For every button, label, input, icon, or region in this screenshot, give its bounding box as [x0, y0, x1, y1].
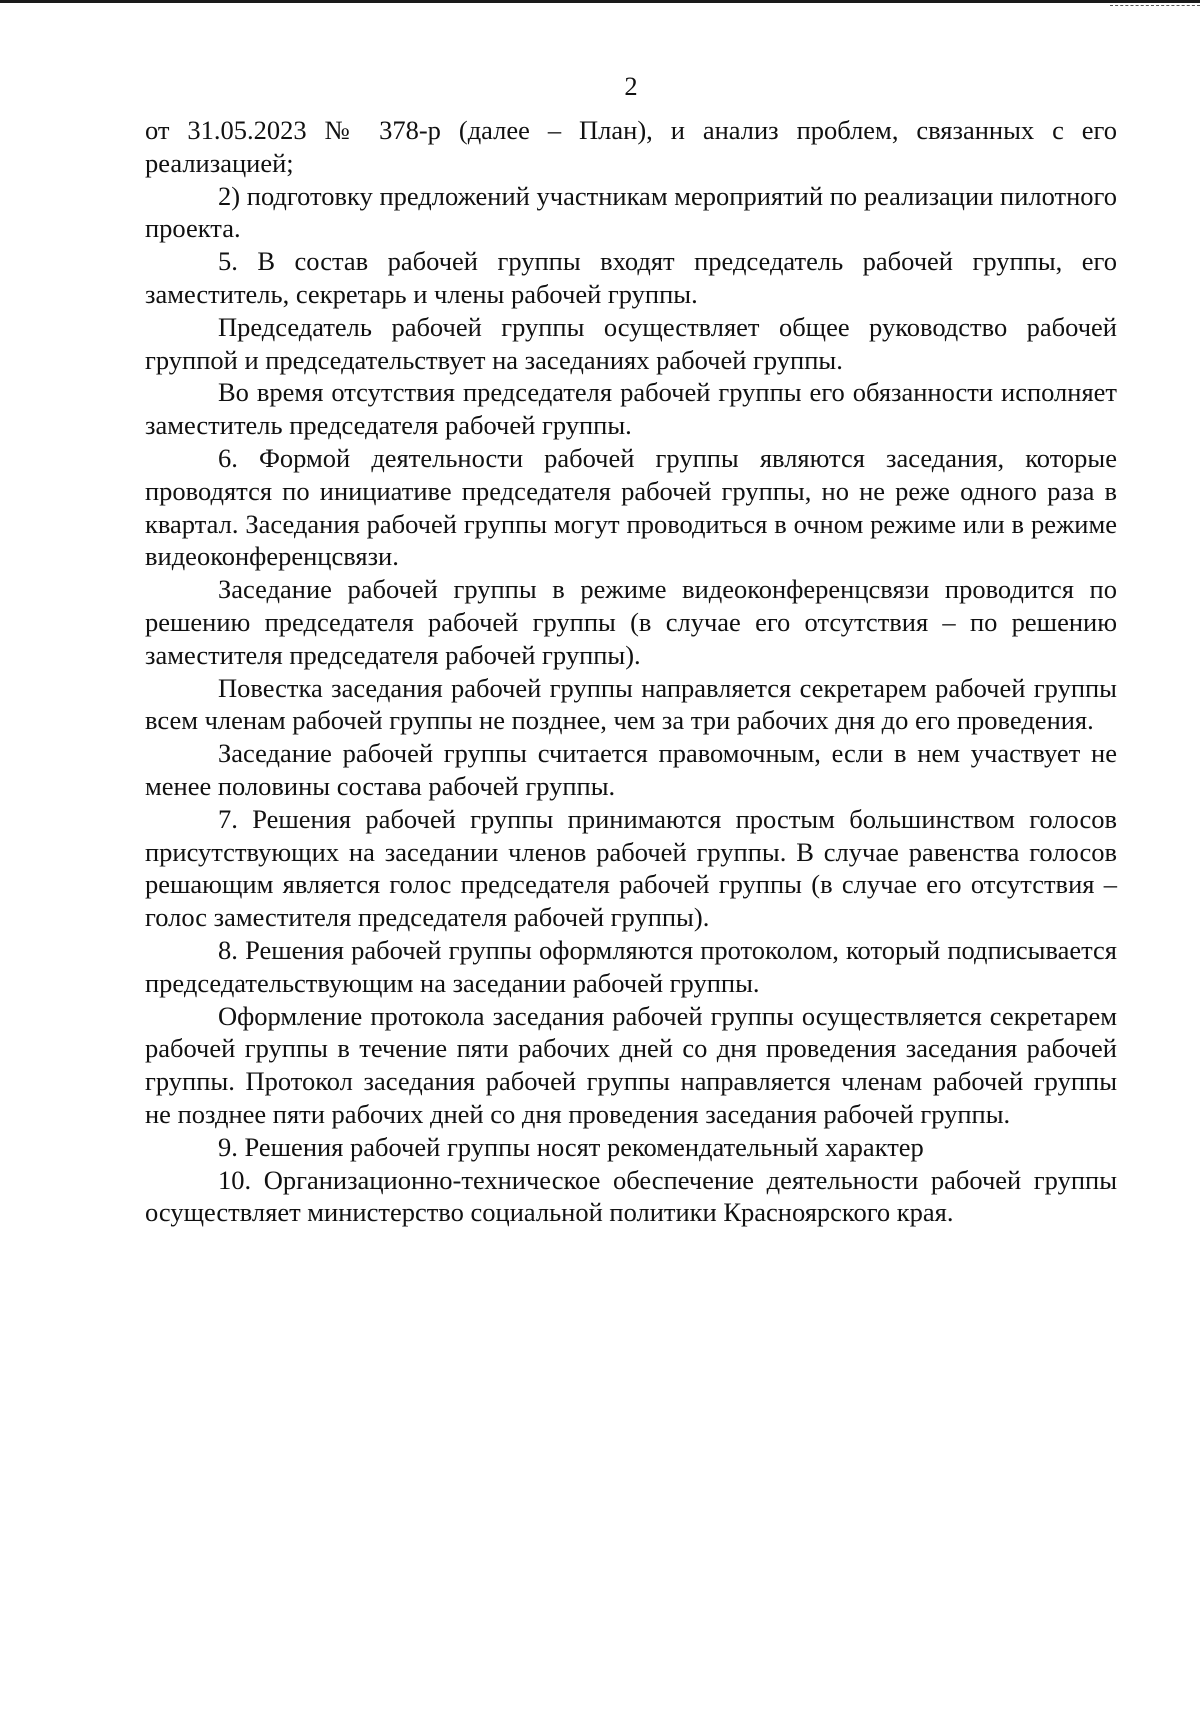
paragraph-chairman-duties: Председатель рабочей группы осуществляет общее руководство рабочей группой и председательствует на заседаниях рабочей группы. [145, 311, 1117, 375]
paragraph-item-7-decisions: 7. Решения рабочей группы принимаются простым большинством голосов присутствующих на заседании членов рабочей группы. В случае равенства голосов решающим является голос председателя рабочей группы (в случае его отсутствия – голос заместителя председателя рабочей группы). [145, 803, 1117, 933]
paragraph-item-9-recommendations: 9. Решения рабочей группы носят рекомендательный характер [218, 1131, 924, 1162]
paragraph-videoconference: Заседание рабочей группы в режиме видеоконференцсвязи проводится по решению председателя рабочей группы (в случае его отсутствия – по решению заместителя председателя рабочей группы). [145, 574, 1117, 670]
scan-edge-line [0, 0, 1200, 3]
paragraph-item-8-protocol: 8. Решения рабочей группы оформляются протоколом, который подписывается председательствующим на заседании рабочей группы. [145, 934, 1117, 998]
page-number: 2 [624, 71, 638, 101]
paragraph-plan-reference: от 31.05.2023 № 378-р (далее – План), и анализ проблем, связанных с его реализацией; [145, 115, 1117, 178]
paragraph-item-6-meetings: 6. Формой деятельности рабочей группы являются заседания, которые проводятся по инициативе председателя рабочей группы, но не реже одного раза в квартал. Заседания рабочей группы могут проводиться в очном режиме или в режиме видеоконференцсвязи. [145, 442, 1117, 572]
scan-edge-mark [1110, 0, 1200, 6]
paragraph-item-10-support: 10. Организационно-техническое обеспечение деятельности рабочей группы осуществляет министерство социальной политики Красноярского края. [145, 1164, 1117, 1228]
paragraph-item-2-proposals: 2) подготовку предложений участникам мероприятий по реализации пилотного проекта. [145, 180, 1117, 244]
paragraph-chairman-absence: Во время отсутствия председателя рабочей группы его обязанности исполняет заместитель председателя рабочей группы. [145, 377, 1117, 441]
paragraph-agenda: Повестка заседания рабочей группы направляется секретарем рабочей группы всем членам рабочей группы не позднее, чем за три рабочих дня до его проведения. [145, 672, 1117, 736]
paragraph-item-5-composition: 5. В состав рабочей группы входят председатель рабочей группы, его заместитель, секретарь и члены рабочей группы. [145, 246, 1117, 309]
document-page [145, 70, 1117, 1229]
paragraph-quorum: Заседание рабочей группы считается правомочным, если в нем участвует не менее половины состава рабочей группы. [145, 738, 1117, 801]
paragraph-protocol-preparation: Оформление протокола заседания рабочей группы осуществляется секретарем рабочей группы в течение пяти рабочих дней со дня проведения заседания рабочей группы. Протокол заседания рабочей группы направляется членам рабочей группы не позднее пяти рабочих дней со дня проведения заседания рабочей группы. [145, 1000, 1117, 1129]
